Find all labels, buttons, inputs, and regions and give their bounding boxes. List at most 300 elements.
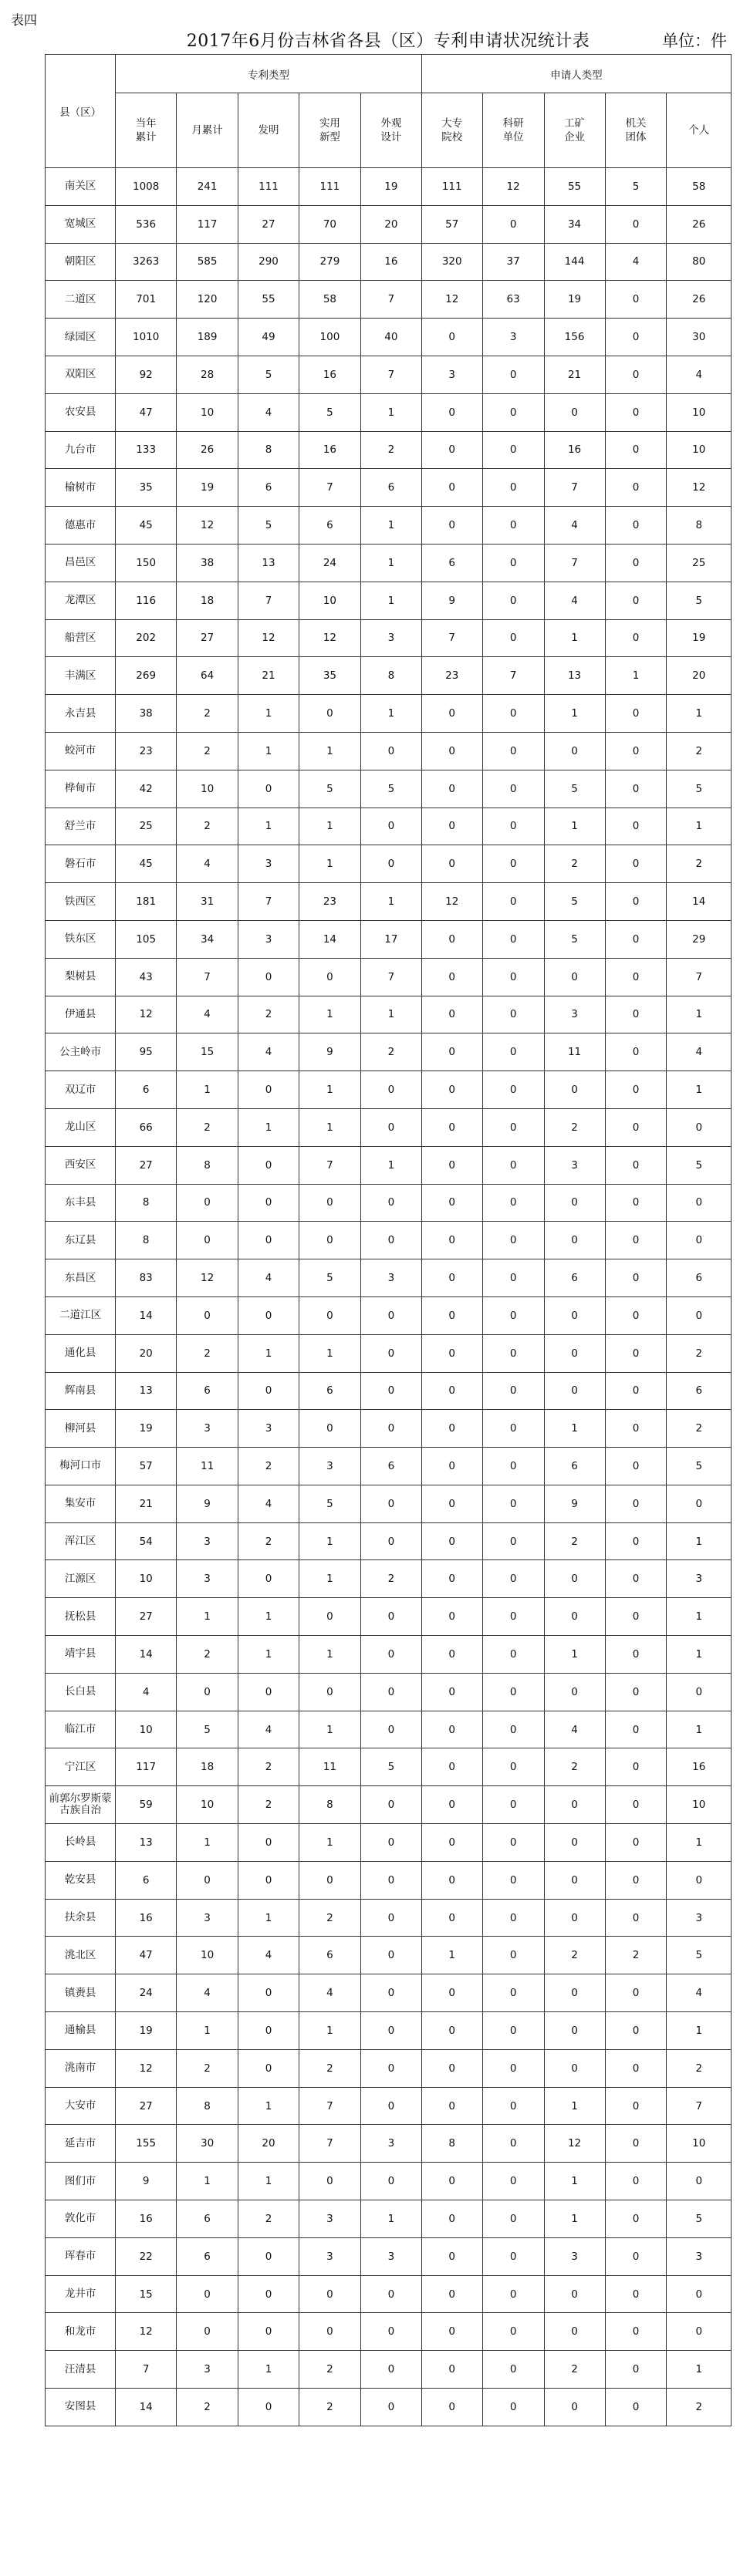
value-cell: 70 [299, 205, 360, 243]
value-cell: 6 [238, 469, 299, 507]
value-cell: 0 [544, 958, 605, 996]
value-cell: 4 [238, 393, 299, 431]
value-cell: 1 [299, 732, 360, 770]
value-cell: 0 [421, 2012, 482, 2050]
value-cell: 2 [177, 1636, 238, 1674]
value-cell: 0 [667, 1184, 732, 1222]
value-cell: 30 [177, 2125, 238, 2163]
value-cell: 0 [421, 2049, 482, 2087]
value-cell: 0 [421, 695, 482, 733]
value-cell: 0 [360, 2087, 421, 2125]
value-cell: 10 [116, 1560, 177, 1598]
county-name-cell: 双辽市 [46, 1071, 116, 1109]
county-name-cell: 浑江区 [46, 1522, 116, 1560]
table-row [46, 1899, 732, 1937]
value-cell: 6 [299, 1937, 360, 1974]
value-cell: 0 [544, 1222, 605, 1259]
value-cell: 0 [482, 883, 544, 921]
value-cell: 0 [421, 2389, 482, 2426]
value-cell: 0 [482, 770, 544, 808]
value-cell: 0 [605, 996, 667, 1033]
value-cell: 0 [482, 1560, 544, 1598]
value-cell: 12 [667, 469, 732, 507]
value-cell: 45 [116, 845, 177, 883]
value-cell: 111 [238, 168, 299, 206]
value-cell: 2 [299, 2351, 360, 2389]
value-cell: 2 [667, 1410, 732, 1448]
value-cell: 1 [360, 393, 421, 431]
value-cell: 27 [177, 619, 238, 657]
value-cell: 0 [360, 845, 421, 883]
value-cell: 4 [544, 1711, 605, 1748]
value-cell: 0 [482, 1636, 544, 1674]
value-cell: 0 [605, 1974, 667, 2012]
value-cell: 9 [421, 582, 482, 619]
value-cell: 16 [360, 243, 421, 281]
value-cell: 58 [667, 168, 732, 206]
value-cell: 0 [299, 1861, 360, 1899]
value-cell: 1 [238, 1636, 299, 1674]
value-cell: 0 [238, 1146, 299, 1184]
value-cell: 0 [482, 808, 544, 845]
county-name-cell: 靖宇县 [46, 1636, 116, 1674]
value-cell: 0 [421, 1485, 482, 1522]
value-cell: 1 [667, 996, 732, 1033]
value-cell: 1 [299, 1108, 360, 1146]
value-cell: 0 [544, 1372, 605, 1410]
value-cell: 2 [238, 1786, 299, 1824]
value-cell: 0 [360, 2389, 421, 2426]
value-cell: 0 [238, 2012, 299, 2050]
value-cell: 5 [299, 770, 360, 808]
value-cell: 10 [299, 582, 360, 619]
value-cell: 117 [177, 205, 238, 243]
value-cell: 0 [238, 2389, 299, 2426]
value-cell: 12 [421, 883, 482, 921]
county-name-cell: 抚松县 [46, 1598, 116, 1636]
value-cell: 0 [360, 1522, 421, 1560]
county-header: 县（区） [46, 55, 116, 168]
value-cell: 19 [116, 2012, 177, 2050]
value-cell: 5 [544, 883, 605, 921]
value-cell: 0 [605, 319, 667, 356]
value-cell: 0 [482, 393, 544, 431]
value-cell: 8 [177, 1146, 238, 1184]
value-cell: 2 [238, 1522, 299, 1560]
value-cell: 7 [238, 582, 299, 619]
value-cell: 7 [360, 356, 421, 393]
table-row [46, 1071, 732, 1109]
value-cell: 3 [360, 619, 421, 657]
county-name-cell: 扶余县 [46, 1899, 116, 1937]
value-cell: 38 [177, 544, 238, 582]
value-cell: 0 [605, 2237, 667, 2275]
value-cell: 1 [360, 996, 421, 1033]
value-cell: 0 [667, 2163, 732, 2200]
value-cell: 2 [667, 845, 732, 883]
value-cell: 0 [605, 1146, 667, 1184]
value-cell: 0 [238, 1372, 299, 1410]
value-cell: 26 [667, 205, 732, 243]
value-cell: 6 [116, 1071, 177, 1109]
value-cell: 95 [116, 1033, 177, 1071]
value-cell: 0 [482, 431, 544, 469]
value-cell: 0 [177, 1673, 238, 1711]
value-cell: 0 [605, 1522, 667, 1560]
table-row [46, 582, 732, 619]
value-cell: 34 [544, 205, 605, 243]
value-cell: 26 [177, 431, 238, 469]
county-name-cell: 珲春市 [46, 2237, 116, 2275]
value-cell: 55 [238, 281, 299, 319]
value-cell: 3 [482, 319, 544, 356]
county-name-cell: 图们市 [46, 2163, 116, 2200]
value-cell: 0 [421, 1598, 482, 1636]
value-cell: 7 [667, 958, 732, 996]
table-row [46, 1786, 732, 1824]
value-cell: 0 [238, 1184, 299, 1222]
county-name-cell: 安图县 [46, 2389, 116, 2426]
value-cell: 585 [177, 243, 238, 281]
value-cell: 1 [360, 582, 421, 619]
value-cell: 0 [360, 1108, 421, 1146]
value-cell: 0 [177, 2275, 238, 2313]
county-name-cell: 敦化市 [46, 2200, 116, 2238]
table-row [46, 920, 732, 958]
value-cell: 1008 [116, 168, 177, 206]
county-name-cell: 前郭尔罗斯蒙古族自治 [46, 1786, 116, 1824]
value-cell: 0 [360, 1485, 421, 1522]
value-cell: 16 [667, 1748, 732, 1786]
value-cell: 0 [605, 2389, 667, 2426]
value-cell: 0 [360, 1372, 421, 1410]
value-cell: 1 [299, 845, 360, 883]
value-cell: 0 [482, 469, 544, 507]
value-cell: 0 [299, 1598, 360, 1636]
value-cell: 2 [605, 1937, 667, 1974]
value-cell: 3 [177, 1410, 238, 1448]
value-cell: 0 [421, 393, 482, 431]
value-cell: 0 [605, 1448, 667, 1485]
value-cell: 0 [605, 845, 667, 883]
value-cell: 0 [605, 1748, 667, 1786]
value-cell: 241 [177, 168, 238, 206]
county-name-cell: 磐石市 [46, 845, 116, 883]
value-cell: 5 [667, 2200, 732, 2238]
value-cell: 0 [421, 2237, 482, 2275]
table-row [46, 1448, 732, 1485]
value-cell: 202 [116, 619, 177, 657]
value-cell: 2 [238, 1748, 299, 1786]
value-cell: 10 [177, 1786, 238, 1824]
value-cell: 0 [544, 1071, 605, 1109]
unit-label: 单位：件 [662, 32, 727, 50]
value-cell: 3 [177, 1899, 238, 1937]
value-cell: 0 [421, 1448, 482, 1485]
value-cell: 12 [177, 507, 238, 545]
value-cell: 536 [116, 205, 177, 243]
value-cell: 3 [667, 1560, 732, 1598]
county-name-cell: 镇赉县 [46, 1974, 116, 2012]
value-cell: 1 [667, 1636, 732, 1674]
value-cell: 0 [667, 1673, 732, 1711]
value-cell: 0 [544, 1334, 605, 1372]
county-name-cell: 昌邑区 [46, 544, 116, 582]
value-cell: 1 [360, 695, 421, 733]
value-cell: 0 [238, 958, 299, 996]
value-cell: 1 [177, 2163, 238, 2200]
table-row [46, 2163, 732, 2200]
value-cell: 0 [482, 2389, 544, 2426]
value-cell: 1010 [116, 319, 177, 356]
applicant-type-group-header: 申请人类型 [421, 55, 731, 93]
value-cell: 3 [238, 845, 299, 883]
value-cell: 16 [544, 431, 605, 469]
value-cell: 0 [421, 845, 482, 883]
value-cell: 2 [667, 2389, 732, 2426]
value-cell: 0 [421, 1259, 482, 1297]
value-cell: 0 [544, 732, 605, 770]
table-row [46, 1259, 732, 1297]
value-cell: 0 [360, 2313, 421, 2351]
page-title: 2017年6月份吉林省各县（区）专利申请状况统计表 [186, 32, 590, 51]
value-cell: 5 [605, 168, 667, 206]
value-cell: 14 [299, 920, 360, 958]
value-cell: 14 [116, 1296, 177, 1334]
value-cell: 5 [667, 770, 732, 808]
table-row [46, 1673, 732, 1711]
value-cell: 0 [544, 2389, 605, 2426]
value-cell: 0 [482, 619, 544, 657]
county-name-cell: 长岭县 [46, 1824, 116, 1862]
column-header: 机关 团体 [605, 93, 667, 168]
value-cell: 0 [421, 1410, 482, 1448]
value-cell: 1 [667, 2012, 732, 2050]
value-cell: 0 [482, 695, 544, 733]
value-cell: 4 [177, 996, 238, 1033]
value-cell: 0 [605, 1861, 667, 1899]
county-name-cell: 长白县 [46, 1673, 116, 1711]
value-cell: 0 [360, 1899, 421, 1937]
value-cell: 58 [299, 281, 360, 319]
value-cell: 2 [544, 1108, 605, 1146]
value-cell: 0 [482, 1033, 544, 1071]
table-row [46, 2049, 732, 2087]
value-cell: 12 [116, 2049, 177, 2087]
value-cell: 35 [116, 469, 177, 507]
value-cell: 4 [667, 356, 732, 393]
value-cell: 0 [482, 2163, 544, 2200]
value-cell: 1 [360, 507, 421, 545]
table-row [46, 2012, 732, 2050]
value-cell: 47 [116, 1937, 177, 1974]
value-cell: 0 [238, 1824, 299, 1862]
value-cell: 24 [299, 544, 360, 582]
value-cell: 47 [116, 393, 177, 431]
value-cell: 0 [667, 1108, 732, 1146]
value-cell: 0 [482, 1786, 544, 1824]
county-name-cell: 公主岭市 [46, 1033, 116, 1071]
county-name-cell: 蛟河市 [46, 732, 116, 770]
table-row [46, 695, 732, 733]
value-cell: 7 [299, 1146, 360, 1184]
value-cell: 0 [421, 507, 482, 545]
value-cell: 6 [177, 2237, 238, 2275]
value-cell: 1 [605, 657, 667, 695]
value-cell: 1 [544, 1410, 605, 1448]
value-cell: 2 [177, 1108, 238, 1146]
value-cell: 4 [667, 1033, 732, 1071]
value-cell: 4 [544, 507, 605, 545]
table-row [46, 2087, 732, 2125]
value-cell: 11 [299, 1748, 360, 1786]
value-cell: 0 [482, 1485, 544, 1522]
value-cell: 0 [482, 2200, 544, 2238]
table-row [46, 845, 732, 883]
value-cell: 18 [177, 1748, 238, 1786]
value-cell: 0 [544, 1974, 605, 2012]
value-cell: 1 [299, 808, 360, 845]
value-cell: 0 [299, 1673, 360, 1711]
county-name-cell: 东昌区 [46, 1259, 116, 1297]
county-name-cell: 梨树县 [46, 958, 116, 996]
county-name-cell: 通榆县 [46, 2012, 116, 2050]
value-cell: 35 [299, 657, 360, 695]
value-cell: 8 [177, 2087, 238, 2125]
table-row [46, 958, 732, 996]
value-cell: 0 [421, 958, 482, 996]
value-cell: 0 [605, 1296, 667, 1334]
value-cell: 0 [421, 2313, 482, 2351]
value-cell: 0 [605, 1410, 667, 1448]
value-cell: 6 [177, 2200, 238, 2238]
county-name-cell: 船营区 [46, 619, 116, 657]
table-row [46, 205, 732, 243]
value-cell: 0 [238, 1974, 299, 2012]
table-row [46, 2237, 732, 2275]
value-cell: 0 [482, 1673, 544, 1711]
value-cell: 13 [238, 544, 299, 582]
value-cell: 3 [360, 2237, 421, 2275]
table-row [46, 2200, 732, 2238]
value-cell: 0 [605, 507, 667, 545]
value-cell: 5 [544, 920, 605, 958]
value-cell: 27 [116, 1598, 177, 1636]
table-row [46, 619, 732, 657]
value-cell: 12 [544, 2125, 605, 2163]
table-row [46, 1410, 732, 1448]
value-cell: 0 [421, 431, 482, 469]
value-cell: 12 [116, 996, 177, 1033]
value-cell: 156 [544, 319, 605, 356]
county-name-cell: 铁西区 [46, 883, 116, 921]
value-cell: 189 [177, 319, 238, 356]
value-cell: 0 [421, 469, 482, 507]
value-cell: 0 [238, 1222, 299, 1259]
county-name-cell: 农安县 [46, 393, 116, 431]
table-row [46, 1636, 732, 1674]
value-cell: 0 [299, 1222, 360, 1259]
value-cell: 0 [421, 1786, 482, 1824]
value-cell: 23 [116, 732, 177, 770]
value-cell: 1 [177, 1824, 238, 1862]
value-cell: 1 [667, 1598, 732, 1636]
value-cell: 92 [116, 356, 177, 393]
value-cell: 6 [177, 1372, 238, 1410]
value-cell: 1 [238, 732, 299, 770]
value-cell: 117 [116, 1748, 177, 1786]
value-cell: 0 [482, 1937, 544, 1974]
value-cell: 0 [482, 1522, 544, 1560]
value-cell: 0 [605, 770, 667, 808]
value-cell: 0 [482, 1222, 544, 1259]
value-cell: 0 [238, 2049, 299, 2087]
value-cell: 42 [116, 770, 177, 808]
county-name-cell: 双阳区 [46, 356, 116, 393]
value-cell: 0 [360, 1824, 421, 1862]
value-cell: 0 [421, 1861, 482, 1899]
value-cell: 0 [482, 845, 544, 883]
value-cell: 12 [299, 619, 360, 657]
value-cell: 12 [482, 168, 544, 206]
value-cell: 0 [544, 393, 605, 431]
value-cell: 0 [605, 808, 667, 845]
value-cell: 0 [421, 2275, 482, 2313]
value-cell: 1 [667, 1522, 732, 1560]
value-cell: 11 [544, 1033, 605, 1071]
value-cell: 37 [482, 243, 544, 281]
value-cell: 3 [544, 996, 605, 1033]
county-name-cell: 宁江区 [46, 1748, 116, 1786]
value-cell: 10 [667, 431, 732, 469]
value-cell: 0 [360, 1334, 421, 1372]
value-cell: 43 [116, 958, 177, 996]
value-cell: 0 [482, 1824, 544, 1862]
table-row [46, 1372, 732, 1410]
value-cell: 1 [667, 695, 732, 733]
value-cell: 7 [544, 469, 605, 507]
table-label: 表四 [11, 13, 37, 29]
title-row [45, 28, 732, 54]
value-cell: 0 [605, 2049, 667, 2087]
value-cell: 1 [299, 1522, 360, 1560]
value-cell: 4 [177, 845, 238, 883]
county-name-cell: 永吉县 [46, 695, 116, 733]
county-name-cell: 大安市 [46, 2087, 116, 2125]
value-cell: 0 [360, 1711, 421, 1748]
value-cell: 3 [667, 2237, 732, 2275]
value-cell: 1 [299, 1824, 360, 1862]
value-cell: 0 [482, 1108, 544, 1146]
value-cell: 54 [116, 1522, 177, 1560]
value-cell: 0 [544, 2049, 605, 2087]
value-cell: 80 [667, 243, 732, 281]
value-cell: 0 [299, 1296, 360, 1334]
county-name-cell: 辉南县 [46, 1372, 116, 1410]
value-cell: 0 [544, 1560, 605, 1598]
value-cell: 0 [482, 1410, 544, 1448]
value-cell: 21 [238, 657, 299, 695]
value-cell: 0 [482, 205, 544, 243]
value-cell: 2 [544, 1522, 605, 1560]
value-cell: 0 [238, 1560, 299, 1598]
table-row [46, 1824, 732, 1862]
value-cell: 3 [177, 1522, 238, 1560]
value-cell: 0 [605, 393, 667, 431]
county-name-cell: 洮南市 [46, 2049, 116, 2087]
value-cell: 49 [238, 319, 299, 356]
table-row [46, 243, 732, 281]
